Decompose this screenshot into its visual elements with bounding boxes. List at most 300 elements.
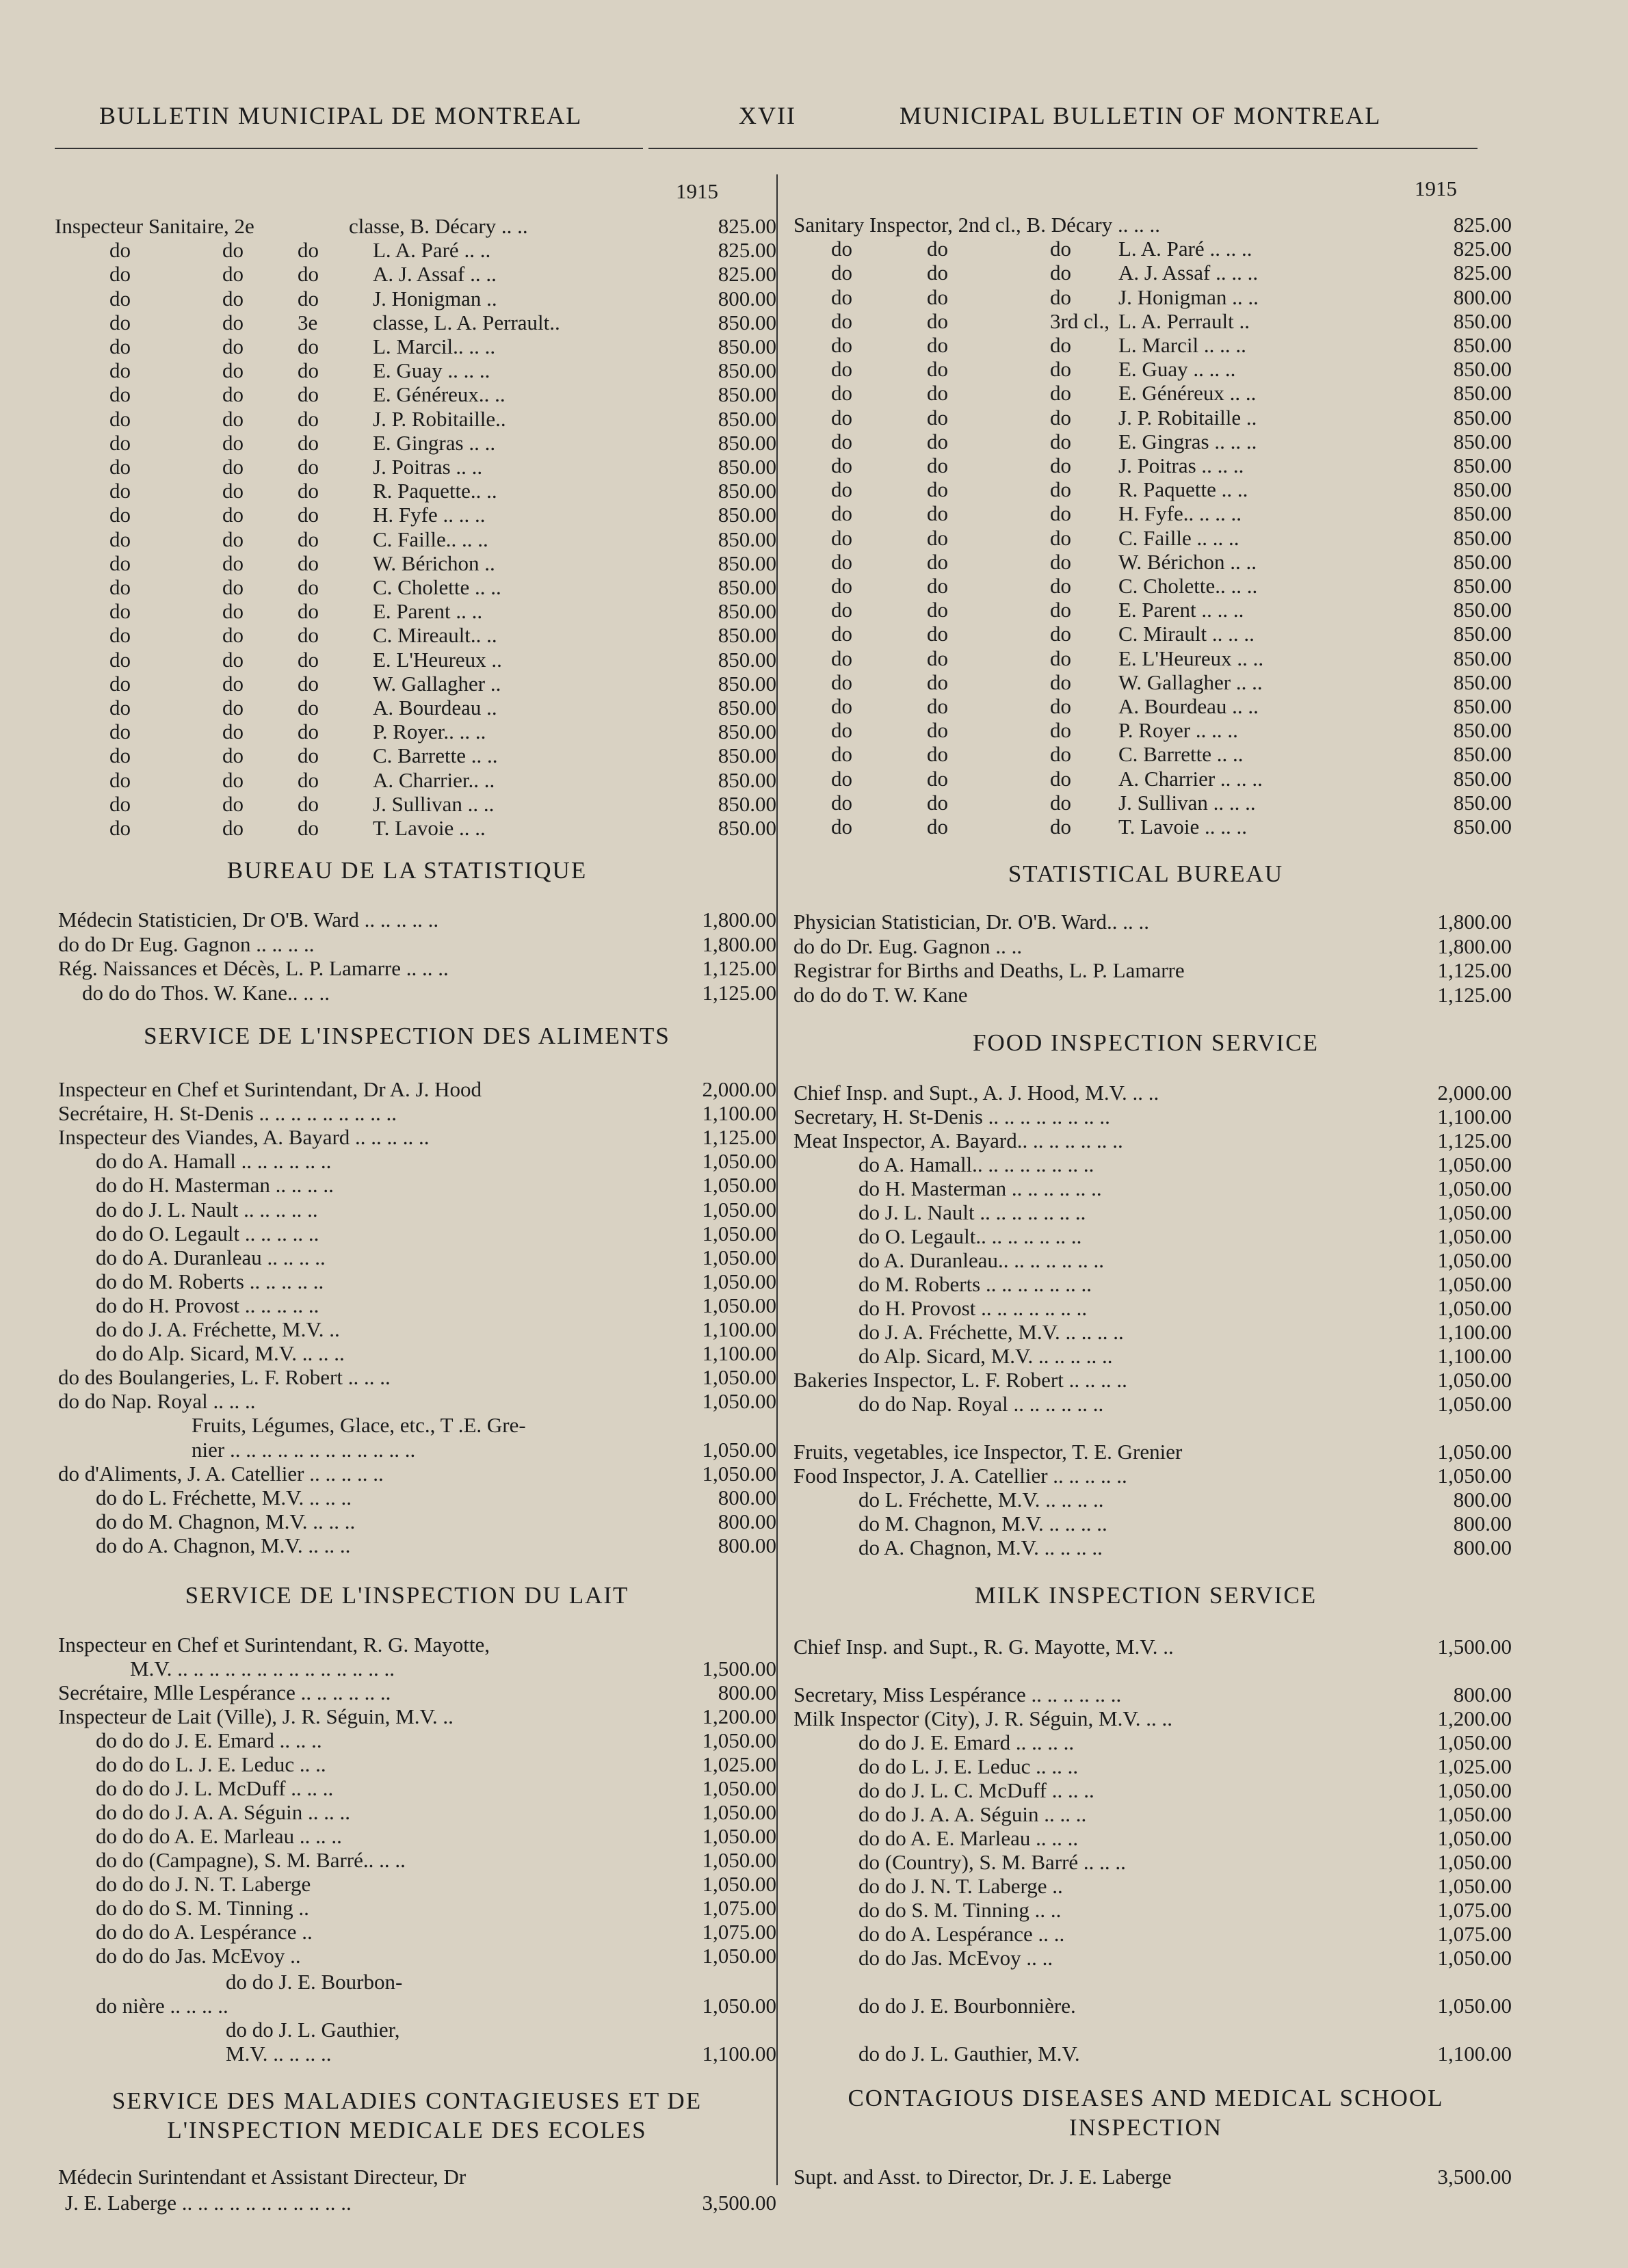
salary-row — [55, 1704, 776, 1728]
salary-row — [793, 1535, 1512, 1559]
year-label-right: 1915 — [1415, 176, 1457, 200]
entry-text: do A. Duranleau.. .. .. .. .. .. .. — [858, 1248, 1105, 1272]
salary-amount: 850.00 — [1453, 622, 1512, 646]
sanitary-row — [55, 382, 776, 407]
salary-row — [55, 1485, 776, 1509]
ditto-text: do — [298, 334, 319, 358]
sanitary-row — [793, 742, 1512, 767]
ditto-text: do — [927, 429, 948, 453]
salary-amount: 1,050.00 — [1437, 1850, 1512, 1874]
ditto-text: do — [222, 791, 244, 816]
name-text: H. Fyfe .. .. .. — [373, 503, 486, 527]
ditto-text: do — [298, 599, 319, 624]
name-text: C. Mireault.. .. — [373, 623, 497, 648]
salary-amount: 850.00 — [1453, 357, 1512, 382]
ditto-text: do — [222, 479, 244, 503]
entry-text: do do J. L. Gauthier, — [226, 2018, 400, 2042]
salary-amount: 1,050.00 — [1437, 1152, 1512, 1176]
salary-amount: 850.00 — [718, 816, 776, 840]
sanitary-row — [55, 406, 776, 431]
salary-row — [55, 1752, 776, 1776]
salary-amount: 850.00 — [718, 599, 776, 624]
entry-text: M.V. .. .. .. .. — [226, 2042, 332, 2066]
salary-row — [793, 1224, 1512, 1248]
salary-row — [55, 1728, 776, 1752]
ditto-text: do — [298, 503, 319, 527]
entry-text: do do J. E. Bourbon- — [226, 1970, 403, 1994]
entry-text: do do do A. E. Marleau .. .. .. — [96, 1824, 342, 1848]
entry-text: do A. Hamall.. .. .. .. .. .. .. .. — [858, 1152, 1094, 1176]
title-text: Sanitary Inspector, 2nd cl., B. Décary .. .. .. — [793, 213, 1160, 237]
ditto-text: do — [298, 455, 319, 479]
ditto-text: do — [927, 718, 948, 743]
entry-text: Supt. and Asst. to Director, Dr. J. E. Laberge — [793, 2165, 1172, 2189]
ditto-text: do — [1050, 694, 1071, 718]
sanitary-row — [793, 213, 1512, 237]
ditto-text: do — [1050, 574, 1071, 598]
salary-amount: 1,050.00 — [702, 1365, 776, 1390]
salary-row — [55, 1149, 776, 1174]
salary-amount: 850.00 — [718, 382, 776, 407]
salary-row — [55, 1633, 759, 1657]
entry-text: Secretary, H. St-Denis .. .. .. .. .. .. .. .. — [793, 1105, 1110, 1129]
name-text: J. P. Robitaille .. — [1118, 405, 1257, 430]
ditto-text: do — [1050, 357, 1071, 382]
name-text: C. Faille .. .. .. — [1118, 525, 1239, 550]
salary-amount: 1,050.00 — [702, 1437, 776, 1462]
salary-amount: 800.00 — [718, 1680, 776, 1704]
salary-amount: 1,050.00 — [1437, 1200, 1512, 1224]
salary-amount: 1,125.00 — [1437, 1129, 1512, 1152]
ditto-text: do — [1050, 501, 1071, 526]
ditto-text: do — [831, 429, 852, 453]
ditto-text: do — [109, 791, 131, 816]
section-title-contagious-diseases-line2: L'INSPECTION MEDICALE DES ECOLES — [167, 2117, 647, 2144]
salary-row — [793, 1683, 1512, 1706]
salary-row — [55, 1896, 776, 1920]
salary-amount: 850.00 — [1453, 429, 1512, 453]
ditto-text: do — [222, 310, 244, 334]
ditto-text: do — [298, 358, 319, 383]
name-text: T. Lavoie .. .. .. — [1118, 815, 1247, 839]
salary-amount: 1,100.00 — [1437, 1320, 1512, 1344]
entry-text: do do H. Masterman .. .. .. .. — [96, 1173, 334, 1198]
ditto-text: do — [927, 646, 948, 670]
salary-row — [55, 1994, 776, 2018]
salary-row — [793, 1464, 1512, 1488]
sanitary-row — [55, 455, 776, 479]
name-text: H. Fyfe.. .. .. .. — [1118, 501, 1242, 526]
sanitary-row — [55, 743, 776, 768]
salary-row — [793, 934, 1512, 958]
ditto-text: do — [298, 647, 319, 672]
sanitary-row — [793, 670, 1512, 694]
salary-amount: 1,050.00 — [1437, 1802, 1512, 1826]
ditto-text: do — [109, 575, 131, 599]
ditto-text: do — [222, 286, 244, 311]
entry-text: do H. Masterman .. .. .. .. .. .. — [858, 1176, 1102, 1200]
salary-row — [793, 1440, 1512, 1464]
salary-amount: 1,050.00 — [702, 1944, 776, 1968]
salary-amount: 800.00 — [718, 286, 776, 311]
name-text: W. Bérichon .. — [373, 551, 495, 575]
salary-amount: 1,050.00 — [1437, 1224, 1512, 1248]
section-title-milk-inspection: SERVICE DE L'INSPECTION DU LAIT — [185, 1582, 629, 1609]
salary-row — [55, 1533, 776, 1557]
salary-amount: 800.00 — [718, 1485, 776, 1509]
salary-row — [55, 956, 776, 980]
salary-row — [793, 1272, 1512, 1296]
entry-text: do do H. Provost .. .. .. .. .. — [96, 1293, 319, 1317]
salary-amount: 850.00 — [718, 647, 776, 672]
ditto-text: do — [1050, 549, 1071, 574]
entry-text: do O. Legault.. .. .. .. .. .. .. — [858, 1224, 1082, 1248]
ditto-text: do — [109, 647, 131, 672]
name-text: A. Charrier .. .. .. — [1118, 766, 1263, 791]
ditto-text: do — [927, 670, 948, 694]
ditto-text: do — [109, 455, 131, 479]
ditto-text: do — [222, 575, 244, 599]
sanitary-row — [55, 816, 776, 840]
salary-row — [55, 932, 776, 956]
ditto-text: do — [109, 262, 131, 287]
entry-text: do M. Chagnon, M.V. .. .. .. .. — [858, 1512, 1107, 1535]
salary-amount: 1,050.00 — [702, 1149, 776, 1174]
sanitary-row — [793, 333, 1512, 357]
salary-row — [55, 1413, 759, 1437]
ditto-text: do — [109, 286, 131, 311]
ditto-text: do — [222, 430, 244, 455]
ditto-text: do — [222, 238, 244, 263]
name-text: A. Charrier.. .. — [373, 767, 495, 792]
sanitary-row — [55, 334, 776, 358]
salary-amount: 1,050.00 — [1437, 1368, 1512, 1392]
salary-row — [793, 1344, 1512, 1368]
entry-text: do do Dr Eug. Gagnon .. .. .. .. — [58, 932, 315, 956]
ditto-text: do — [222, 406, 244, 431]
ditto-text: do — [831, 694, 852, 718]
ditto-text: do — [298, 575, 319, 599]
entry-text: do do J. A. Fréchette, M.V. .. — [96, 1317, 340, 1341]
salary-row — [793, 958, 1512, 982]
salary-amount: 1,125.00 — [702, 956, 776, 980]
salary-amount: 800.00 — [718, 1533, 776, 1557]
ditto-text: do — [222, 599, 244, 624]
sanitary-row — [55, 310, 776, 334]
sanitary-row — [793, 381, 1512, 406]
salary-row — [793, 1105, 1512, 1129]
ditto-text: do — [222, 358, 244, 383]
salary-amount: 1,050.00 — [702, 1245, 776, 1269]
salary-amount: 1,050.00 — [702, 1389, 776, 1414]
entry-text: Food Inspector, J. A. Catellier .. .. .. .. .. — [793, 1464, 1127, 1488]
sanitary-row — [793, 477, 1512, 502]
sanitary-row — [793, 718, 1512, 743]
ditto-text: do — [1050, 429, 1071, 453]
sanitary-row — [793, 646, 1512, 670]
salary-row — [793, 1488, 1512, 1512]
entry-text: do (Country), S. M. Barré .. .. .. — [858, 1850, 1126, 1874]
salary-row — [793, 1850, 1512, 1874]
ditto-text: do — [109, 430, 131, 455]
salary-amount: 1,050.00 — [1437, 1778, 1512, 1802]
name-text: E. Gingras .. .. — [373, 430, 496, 455]
ditto-text: do — [109, 479, 131, 503]
ditto-text: do — [109, 406, 131, 431]
ditto-text: do — [927, 308, 948, 333]
sanitary-row — [793, 453, 1512, 477]
ditto-text: do — [927, 549, 948, 574]
ditto-text: do — [831, 790, 852, 815]
entry-text: do do J. L. Nault .. .. .. .. .. — [96, 1197, 318, 1222]
ditto-text: do — [222, 334, 244, 358]
entry-text: Rég. Naissances et Décès, L. P. Lamarre .. .. .. — [58, 956, 449, 980]
salary-row — [55, 2018, 759, 2042]
ditto-text: do — [298, 430, 319, 455]
header-left-title: BULLETIN MUNICIPAL DE MONTREAL — [99, 102, 583, 129]
year-label-left: 1915 — [676, 179, 718, 203]
ditto-text: do — [927, 477, 948, 502]
ditto-text: do — [927, 742, 948, 767]
ditto-text: do — [927, 501, 948, 526]
salary-amount: 825.00 — [1453, 213, 1512, 237]
salary-row — [793, 1296, 1512, 1320]
entry-text: do do (Campagne), S. M. Barré.. .. .. — [96, 1848, 406, 1872]
name-text: E. Parent .. .. — [373, 599, 483, 624]
section-title-food-inspection: FOOD INSPECTION SERVICE — [972, 1029, 1319, 1056]
ditto-text: do — [927, 574, 948, 598]
sanitary-row — [55, 238, 776, 263]
salary-row — [55, 2191, 776, 2215]
section-title-milk-inspection: MILK INSPECTION SERVICE — [974, 1582, 1317, 1609]
ditto-text: do — [831, 670, 852, 694]
name-text: E. Gingras .. .. .. — [1118, 429, 1257, 453]
salary-amount: 1,050.00 — [702, 1221, 776, 1245]
salary-row — [55, 1872, 776, 1896]
sanitary-row — [793, 549, 1512, 574]
name-text: L. Marcil.. .. .. — [373, 334, 496, 358]
ditto-text: do — [222, 696, 244, 720]
entry-text: Registrar for Births and Deaths, L. P. Lamarre — [793, 958, 1185, 982]
ditto-text: do — [222, 503, 244, 527]
sanitary-row — [55, 286, 776, 311]
ditto-text: do — [1050, 453, 1071, 477]
entry-text: do do Dr. Eug. Gagnon .. .. — [793, 934, 1023, 958]
salary-amount: 1,800.00 — [702, 908, 776, 932]
salary-row — [55, 1461, 776, 1486]
sanitary-row — [55, 696, 776, 720]
ditto-text: do — [831, 285, 852, 309]
salary-amount: 1,050.00 — [1437, 1826, 1512, 1850]
salary-amount: 1,100.00 — [702, 1341, 776, 1366]
entry-text: do des Boulangeries, L. F. Robert .. .. .. — [58, 1365, 391, 1390]
ditto-text: do — [927, 598, 948, 622]
salary-row — [55, 1221, 776, 1245]
salary-amount: 1,050.00 — [702, 1824, 776, 1848]
entry-text: do do J. N. T. Laberge .. — [858, 1874, 1063, 1898]
column-divider — [776, 174, 778, 2185]
sanitary-row — [55, 575, 776, 599]
ditto-text: do — [1050, 622, 1071, 646]
entry-text: Secrétaire, Mlle Lespérance .. .. .. .. .. .. — [58, 1680, 391, 1704]
ditto-text: do — [927, 405, 948, 430]
name-text: L. Marcil .. .. .. — [1118, 333, 1246, 357]
salary-row — [55, 1077, 776, 1101]
entry-text: do do J. E. Bourbonnière. — [858, 1994, 1076, 2018]
salary-amount: 2,000.00 — [1437, 1081, 1512, 1105]
ditto-text: do — [831, 477, 852, 502]
ditto-text: do — [831, 622, 852, 646]
name-text: P. Royer.. .. .. — [373, 720, 486, 744]
salary-amount: 850.00 — [718, 406, 776, 431]
salary-amount: 1,800.00 — [702, 932, 776, 956]
ditto-text: do — [1050, 261, 1071, 285]
ditto-text: do — [1050, 477, 1071, 502]
entry-text: do do S. M. Tinning .. .. — [858, 1898, 1062, 1922]
salary-row — [793, 1778, 1512, 1802]
salary-amount: 850.00 — [1453, 333, 1512, 357]
entry-text: do J. A. Fréchette, M.V. .. .. .. .. — [858, 1320, 1124, 1344]
salary-amount: 800.00 — [718, 1509, 776, 1533]
ditto-text: do — [831, 333, 852, 357]
entry-text: do Alp. Sicard, M.V. .. .. .. .. .. — [858, 1344, 1113, 1368]
name-text: E. Guay .. .. .. — [1118, 357, 1236, 382]
ditto-text: do — [298, 743, 319, 768]
ditto-text: 3rd cl., — [1050, 308, 1110, 333]
entry-text: do do do Jas. McEvoy .. — [96, 1944, 301, 1968]
salary-amount: 1,050.00 — [1437, 1994, 1512, 2018]
ditto-text: do — [298, 406, 319, 431]
salary-amount: 1,100.00 — [702, 1317, 776, 1341]
salary-amount: 825.00 — [1453, 261, 1512, 285]
entry-text: do nière .. .. .. .. — [96, 1994, 228, 2018]
ditto-text: do — [1050, 766, 1071, 791]
entry-text: do do J. A. A. Séguin .. .. .. — [858, 1802, 1087, 1826]
salary-row — [55, 1341, 776, 1366]
salary-row — [55, 1269, 776, 1293]
name-text: C. Cholette.. .. .. — [1118, 574, 1258, 598]
name-text: E. L'Heureux .. — [373, 647, 502, 672]
entry-text: do do do S. M. Tinning .. — [96, 1896, 309, 1920]
sanitary-row — [793, 815, 1512, 839]
salary-amount: 1,075.00 — [702, 1896, 776, 1920]
ditto-text: do — [1050, 718, 1071, 743]
name-text: L. A. Paré .. .. — [373, 238, 491, 263]
ditto-text: do — [1050, 237, 1071, 261]
salary-amount: 1,050.00 — [1437, 1176, 1512, 1200]
name-text: A. J. Assaf .. .. .. — [1118, 261, 1259, 285]
salary-amount: 1,025.00 — [1437, 1754, 1512, 1778]
page-number: XVII — [739, 102, 796, 129]
salary-row — [793, 1152, 1512, 1176]
salary-row — [55, 1970, 759, 1994]
salary-amount: 1,100.00 — [1437, 2042, 1512, 2066]
entry-text: do M. Roberts .. .. .. .. .. .. .. — [858, 1272, 1092, 1296]
name-text: W. Bérichon .. .. — [1118, 549, 1257, 574]
salary-amount: 1,050.00 — [702, 1461, 776, 1486]
salary-row — [55, 1657, 776, 1680]
salary-amount: 1,050.00 — [702, 1776, 776, 1800]
sanitary-row — [793, 237, 1512, 261]
salary-amount: 1,100.00 — [702, 2042, 776, 2066]
salary-row — [793, 1706, 1512, 1730]
ditto-text: do — [831, 261, 852, 285]
salary-amount: 850.00 — [1453, 646, 1512, 670]
entry-text: Médecin Surintendant et Assistant Directeur, Dr — [58, 2165, 467, 2189]
salary-amount: 800.00 — [1453, 1683, 1512, 1706]
sanitary-row — [793, 285, 1512, 309]
name-text: E. L'Heureux .. .. — [1118, 646, 1264, 670]
ditto-text: do — [831, 453, 852, 477]
salary-row — [793, 1754, 1512, 1778]
ditto-text: do — [927, 525, 948, 550]
ditto-text: do — [1050, 646, 1071, 670]
salary-amount: 1,050.00 — [1437, 1272, 1512, 1296]
salary-amount: 2,000.00 — [702, 1077, 776, 1101]
ditto-text: do — [298, 238, 319, 263]
name-text: J. Honigman .. — [373, 286, 497, 311]
salary-amount: 850.00 — [1453, 549, 1512, 574]
ditto-text: do — [1050, 525, 1071, 550]
sanitary-row — [793, 766, 1512, 791]
name-text: W. Gallagher .. — [373, 671, 501, 696]
ditto-text: do — [222, 551, 244, 575]
salary-amount: 850.00 — [718, 334, 776, 358]
salary-amount: 800.00 — [1453, 1488, 1512, 1512]
name-text: J. P. Robitaille.. — [373, 406, 506, 431]
sanitary-row — [793, 790, 1512, 815]
salary-amount: 850.00 — [718, 503, 776, 527]
salary-amount: 1,075.00 — [1437, 1898, 1512, 1922]
salary-amount: 850.00 — [1453, 477, 1512, 502]
ditto-text: do — [831, 742, 852, 767]
salary-amount: 850.00 — [1453, 694, 1512, 718]
salary-row — [55, 1848, 776, 1872]
salary-amount: 850.00 — [1453, 453, 1512, 477]
entry-text: do do J. L. C. McDuff .. .. .. — [858, 1778, 1094, 1802]
salary-row — [55, 1509, 776, 1533]
sanitary-row — [55, 479, 776, 503]
entry-text: Inspecteur en Chef et Surintendant, R. G. Mayotte, — [58, 1633, 490, 1657]
ditto-text: do — [222, 720, 244, 744]
salary-amount: 3,500.00 — [702, 2191, 776, 2215]
ditto-text: do — [1050, 815, 1071, 839]
salary-amount: 1,050.00 — [1437, 1464, 1512, 1488]
sanitary-row — [55, 527, 776, 551]
entry-text: do do do A. Lespérance .. — [96, 1920, 313, 1944]
salary-row — [793, 1368, 1512, 1392]
entry-text: Secretary, Miss Lespérance .. .. .. .. .. .. — [793, 1683, 1122, 1706]
salary-amount: 850.00 — [718, 575, 776, 599]
name-text: A. J. Assaf .. .. — [373, 262, 497, 287]
ditto-text: do — [222, 767, 244, 792]
salary-amount: 1,500.00 — [702, 1657, 776, 1680]
ditto-text: do — [1050, 790, 1071, 815]
salary-amount: 850.00 — [718, 767, 776, 792]
entry-text: Inspecteur de Lait (Ville), J. R. Séguin, M.V. .. — [58, 1704, 454, 1728]
salary-row — [793, 1320, 1512, 1344]
salary-row — [55, 1389, 776, 1414]
name-text: C. Cholette .. .. — [373, 575, 501, 599]
ditto-text: do — [298, 527, 319, 551]
salary-row — [55, 1197, 776, 1222]
entry-text: do do do L. J. E. Leduc .. .. — [96, 1752, 326, 1776]
salary-row — [793, 910, 1512, 934]
entry-text: do do A. Chagnon, M.V. .. .. .. — [96, 1533, 351, 1557]
salary-row — [55, 2042, 776, 2066]
entry-text: do do Nap. Royal .. .. .. .. .. .. — [858, 1392, 1104, 1416]
name-text: C. Mirault .. .. .. — [1118, 622, 1255, 646]
